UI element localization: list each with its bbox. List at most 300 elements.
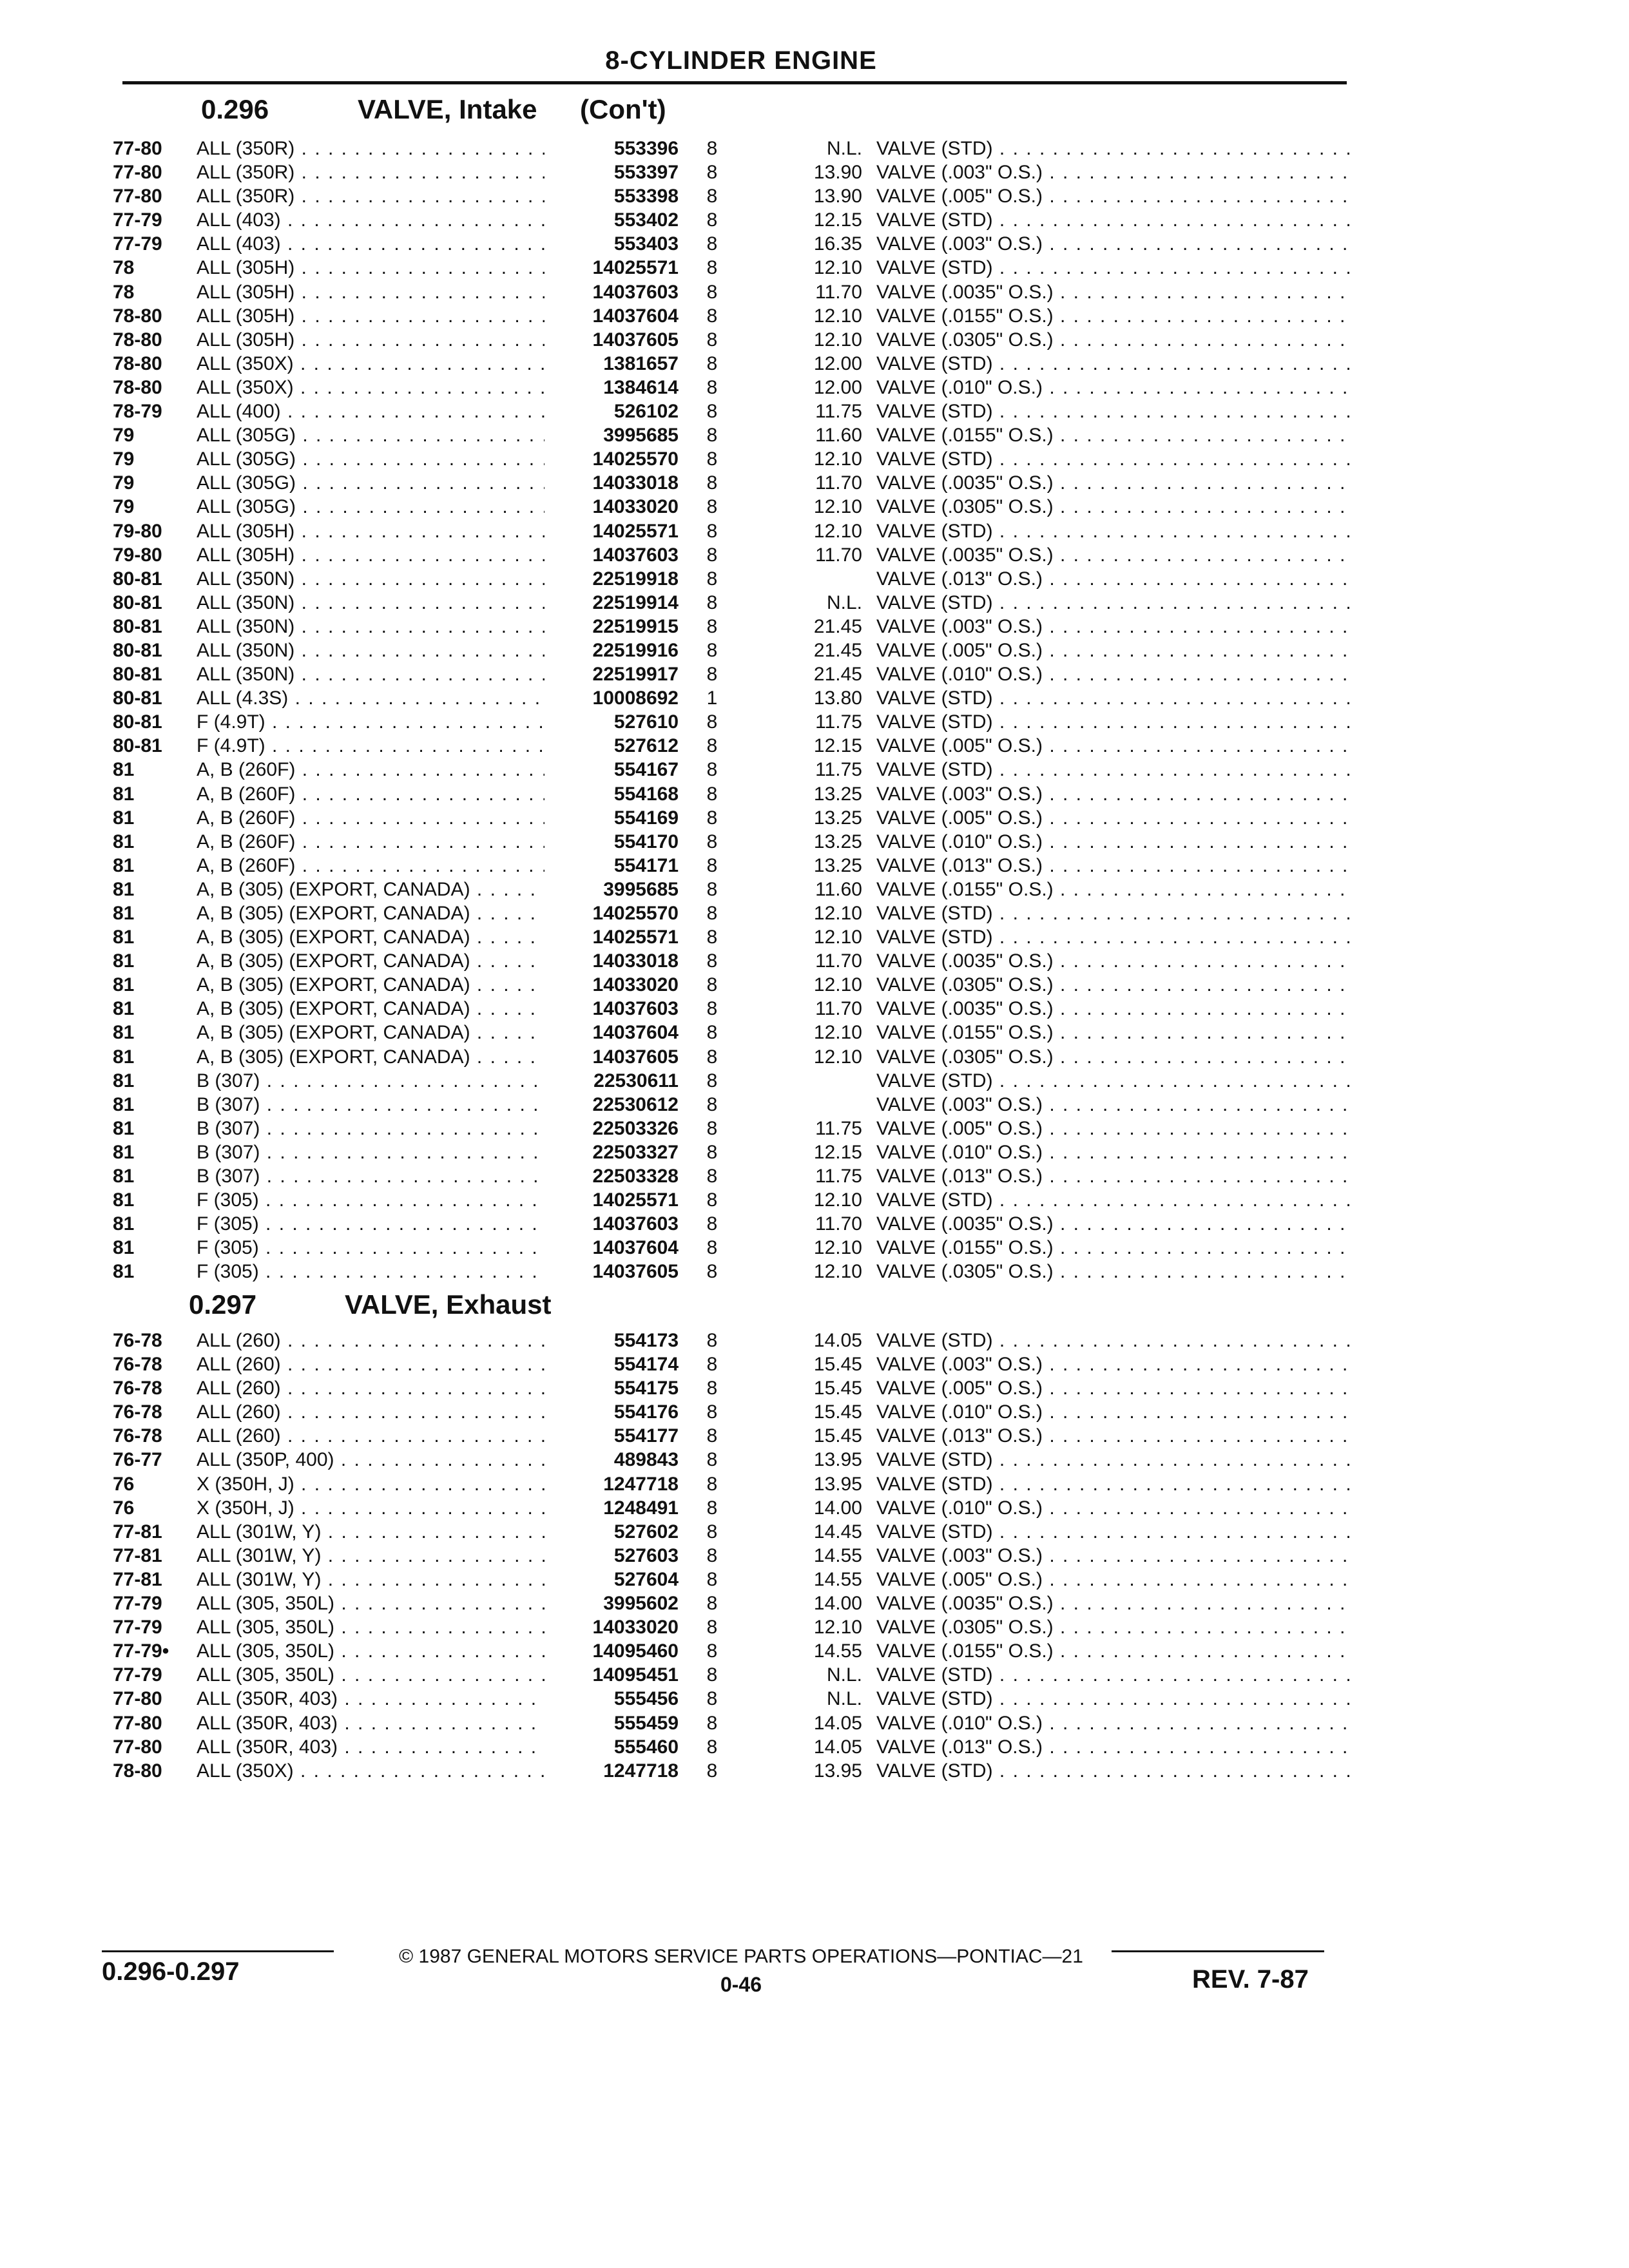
table-row xyxy=(0,1591,1629,1615)
year-cell: 81 xyxy=(113,974,135,996)
description-cell: ALL (305, 350L) . . . xyxy=(197,1591,545,1615)
quantity-cell: 8 xyxy=(706,1022,718,1044)
table-row xyxy=(0,1164,1629,1188)
part-name-cell: VALVE (.0155" O.S.) . . . xyxy=(876,1639,1353,1663)
table-row xyxy=(0,376,1629,399)
part-number-cell: 553402 xyxy=(609,208,679,232)
part-name-cell: VALVE (.0155" O.S.) . . . xyxy=(876,304,1353,328)
quantity-cell: 8 xyxy=(706,233,718,255)
quantity-cell: 8 xyxy=(706,257,718,279)
table-row xyxy=(0,806,1629,830)
description-cell: ALL (350N) . . . xyxy=(197,615,545,639)
price-cell: 15.45 xyxy=(813,1354,862,1376)
price-cell: 13.95 xyxy=(813,1449,862,1471)
price-cell: 11.70 xyxy=(815,998,862,1020)
exhaust-table xyxy=(0,1329,1629,1783)
part-name-cell: VALVE (.013" O.S.) . . . xyxy=(876,1164,1353,1188)
part-name-cell: VALVE (STD) . . . xyxy=(876,686,1353,710)
part-number-cell: 14025570 xyxy=(588,447,679,471)
intake-table xyxy=(0,137,1629,1284)
description-cell: A, B (260F) . . . xyxy=(197,782,545,806)
price-cell: 12.10 xyxy=(813,974,862,996)
price-cell: 11.60 xyxy=(815,878,862,900)
price-cell: N.L. xyxy=(826,1664,862,1686)
year-cell: 76-78 xyxy=(113,1401,162,1423)
year-cell: 79-80 xyxy=(113,544,162,566)
part-number-cell: 526102 xyxy=(609,399,679,423)
year-cell: 81 xyxy=(113,854,135,876)
quantity-cell: 8 xyxy=(706,1688,718,1710)
part-name-cell: VALVE (STD) . . . xyxy=(876,925,1353,949)
price-cell: 11.75 xyxy=(815,1166,862,1187)
part-number-cell: 22519918 xyxy=(588,567,679,591)
quantity-cell: 8 xyxy=(706,759,718,781)
part-number-cell: 555459 xyxy=(609,1711,679,1735)
part-number-cell: 3995685 xyxy=(598,878,679,901)
table-row xyxy=(0,1376,1629,1400)
year-cell: 78-80 xyxy=(113,376,162,398)
part-number-cell: 554173 xyxy=(609,1329,679,1352)
quantity-cell: 8 xyxy=(706,1093,718,1115)
quantity-cell: 8 xyxy=(706,998,718,1020)
footer-range: 0.296-0.297 xyxy=(102,1957,240,1986)
price-cell: 14.45 xyxy=(813,1521,862,1542)
description-cell: ALL (305H) . . . xyxy=(197,256,545,280)
quantity-cell: 8 xyxy=(706,209,718,231)
year-cell: 81 xyxy=(113,1022,135,1044)
description-cell: B (307) . . . xyxy=(197,1140,545,1164)
price-cell: 15.45 xyxy=(813,1401,862,1423)
part-name-cell: VALVE (.013" O.S.) . . . xyxy=(876,1424,1353,1448)
price-cell: 15.45 xyxy=(813,1378,862,1399)
description-cell: ALL (301W, Y) . . . xyxy=(197,1544,545,1568)
part-name-cell: VALVE (STD) . . . xyxy=(876,901,1353,925)
footer-revision: REV. 7-87 xyxy=(1192,1965,1309,1994)
quantity-cell: 8 xyxy=(706,831,718,852)
part-name-cell: VALVE (.005" O.S.) . . . xyxy=(876,806,1353,830)
quantity-cell: 8 xyxy=(706,807,718,829)
part-number-cell: 555456 xyxy=(609,1687,679,1711)
year-cell: 79-80 xyxy=(113,520,162,542)
part-name-cell: VALVE (.0035" O.S.) . . . xyxy=(876,1591,1353,1615)
year-cell: 81 xyxy=(113,1070,135,1091)
table-row xyxy=(0,328,1629,352)
year-cell: 81 xyxy=(113,1237,135,1259)
part-name-cell: VALVE (STD) . . . xyxy=(876,1448,1353,1472)
table-row xyxy=(0,1568,1629,1591)
quantity-cell: 8 xyxy=(706,162,718,184)
table-row xyxy=(0,1260,1629,1283)
part-number-cell: 1247718 xyxy=(598,1759,679,1783)
quantity-cell: 8 xyxy=(706,1401,718,1423)
year-cell: 78 xyxy=(113,281,135,303)
year-cell: 81 xyxy=(113,1213,135,1235)
quantity-cell: 8 xyxy=(706,186,718,207)
table-row xyxy=(0,137,1629,160)
part-name-cell: VALVE (STD) . . . xyxy=(876,1188,1353,1212)
part-name-cell: VALVE (.013" O.S.) . . . xyxy=(876,854,1353,878)
part-name-cell: VALVE (.0305" O.S.) . . . xyxy=(876,1615,1353,1639)
year-cell: 79 xyxy=(113,496,135,518)
table-row xyxy=(0,1520,1629,1544)
part-name-cell: VALVE (.0305" O.S.) . . . xyxy=(876,1045,1353,1069)
part-name-cell: VALVE (.003" O.S.) . . . xyxy=(876,615,1353,639)
part-name-cell: VALVE (STD) . . . xyxy=(876,447,1353,471)
part-number-cell: 553396 xyxy=(609,137,679,160)
part-number-cell: 554174 xyxy=(609,1352,679,1376)
description-cell: ALL (350N) . . . xyxy=(197,591,545,615)
description-cell: B (307) . . . xyxy=(197,1117,545,1140)
description-cell: ALL (350P, 400) . . . xyxy=(197,1448,545,1472)
part-number-cell: 10008692 xyxy=(588,686,679,710)
year-cell: 81 xyxy=(113,759,135,781)
description-cell: ALL (350R) . . . xyxy=(197,184,545,208)
table-row xyxy=(0,615,1629,639)
exhaust-code: 0.297 xyxy=(189,1289,257,1320)
table-row xyxy=(0,1711,1629,1735)
part-number-cell: 22519916 xyxy=(588,639,679,662)
description-cell: ALL (350N) . . . xyxy=(197,567,545,591)
description-cell: ALL (350R, 403) . . . xyxy=(197,1735,545,1759)
price-cell: 11.75 xyxy=(815,759,862,781)
part-number-cell: 3995602 xyxy=(598,1591,679,1615)
description-cell: ALL (350N) . . . xyxy=(197,662,545,686)
table-row xyxy=(0,1117,1629,1140)
price-cell: 21.45 xyxy=(813,639,862,661)
description-cell: F (4.9T) . . . xyxy=(197,710,545,734)
part-name-cell: VALVE (STD) . . . xyxy=(876,399,1353,423)
year-cell: 76-78 xyxy=(113,1354,162,1376)
description-cell: F (305) . . . xyxy=(197,1212,545,1236)
part-name-cell: VALVE (STD) . . . xyxy=(876,137,1353,160)
part-name-cell: VALVE (.0155" O.S.) . . . xyxy=(876,878,1353,901)
description-cell: B (307) . . . xyxy=(197,1093,545,1117)
part-number-cell: 14037603 xyxy=(588,997,679,1021)
quantity-cell: 8 xyxy=(706,1070,718,1091)
table-row xyxy=(0,1639,1629,1663)
part-name-cell: VALVE (.0305" O.S.) . . . xyxy=(876,495,1353,519)
year-cell: 77-81 xyxy=(113,1521,162,1542)
table-row xyxy=(0,662,1629,686)
quantity-cell: 8 xyxy=(706,854,718,876)
year-cell: 76-77 xyxy=(113,1449,162,1471)
part-number-cell: 553403 xyxy=(609,232,679,256)
intake-section-heading xyxy=(0,93,1629,126)
year-cell: 78 xyxy=(113,257,135,279)
quantity-cell: 8 xyxy=(706,376,718,398)
price-cell: 12.15 xyxy=(813,1141,862,1163)
table-row xyxy=(0,901,1629,925)
part-name-cell: VALVE (.010" O.S.) . . . xyxy=(876,1400,1353,1424)
year-cell: 80-81 xyxy=(113,568,162,590)
year-cell: 81 xyxy=(113,1093,135,1115)
year-cell: 79 xyxy=(113,425,135,447)
description-cell: ALL (305G) . . . xyxy=(197,495,545,519)
price-cell: 12.00 xyxy=(813,376,862,398)
year-cell: 76 xyxy=(113,1497,135,1519)
description-cell: ALL (301W, Y) . . . xyxy=(197,1520,545,1544)
part-name-cell: VALVE (STD) . . . xyxy=(876,1687,1353,1711)
year-cell: 81 xyxy=(113,807,135,829)
part-name-cell: VALVE (STD) . . . xyxy=(876,208,1353,232)
table-row xyxy=(0,447,1629,471)
part-number-cell: 22530612 xyxy=(588,1093,679,1117)
year-cell: 77-81 xyxy=(113,1568,162,1590)
part-name-cell: VALVE (STD) . . . xyxy=(876,1472,1353,1496)
description-cell: ALL (260) . . . xyxy=(197,1376,545,1400)
exhaust-name: VALVE, Exhaust xyxy=(345,1289,552,1320)
table-row xyxy=(0,1544,1629,1568)
quantity-cell: 8 xyxy=(706,1497,718,1519)
year-cell: 81 xyxy=(113,903,135,924)
quantity-cell: 8 xyxy=(706,425,718,447)
part-number-cell: 554168 xyxy=(609,782,679,806)
part-number-cell: 555460 xyxy=(609,1735,679,1759)
part-name-cell: VALVE (STD) . . . xyxy=(876,1069,1353,1093)
part-name-cell: VALVE (.0035" O.S.) . . . xyxy=(876,543,1353,567)
table-row xyxy=(0,591,1629,615)
price-cell: 12.10 xyxy=(813,305,862,327)
part-number-cell: 14033020 xyxy=(588,973,679,997)
part-name-cell: VALVE (.0305" O.S.) . . . xyxy=(876,1260,1353,1283)
part-name-cell: VALVE (.0305" O.S.) . . . xyxy=(876,328,1353,352)
year-cell: 81 xyxy=(113,1166,135,1187)
price-cell: 13.90 xyxy=(813,162,862,184)
table-row xyxy=(0,352,1629,376)
table-row xyxy=(0,1212,1629,1236)
price-cell: 12.10 xyxy=(813,1617,862,1639)
price-cell: 12.10 xyxy=(813,927,862,948)
part-name-cell: VALVE (.005" O.S.) . . . xyxy=(876,1568,1353,1591)
description-cell: A, B (305) (EXPORT, CANADA) . . . xyxy=(197,1045,545,1069)
quantity-cell: 8 xyxy=(706,1046,718,1068)
description-cell: ALL (305G) . . . xyxy=(197,471,545,495)
year-cell: 77-79 xyxy=(113,1593,162,1615)
part-number-cell: 22503328 xyxy=(588,1164,679,1188)
price-cell: 11.75 xyxy=(815,401,862,423)
price-cell: 14.05 xyxy=(813,1736,862,1758)
part-name-cell: VALVE (.010" O.S.) . . . xyxy=(876,830,1353,854)
description-cell: A, B (305) (EXPORT, CANADA) . . . xyxy=(197,973,545,997)
part-number-cell: 527603 xyxy=(609,1544,679,1568)
table-row xyxy=(0,1448,1629,1472)
description-cell: ALL (350N) . . . xyxy=(197,639,545,662)
description-cell: ALL (350R, 403) . . . xyxy=(197,1711,545,1735)
quantity-cell: 8 xyxy=(706,1425,718,1447)
price-cell: 14.55 xyxy=(813,1640,862,1662)
description-cell: ALL (305H) . . . xyxy=(197,304,545,328)
part-number-cell: 527604 xyxy=(609,1568,679,1591)
year-cell: 81 xyxy=(113,998,135,1020)
quantity-cell: 8 xyxy=(706,974,718,996)
part-number-cell: 3995685 xyxy=(598,423,679,447)
part-name-cell: VALVE (STD) . . . xyxy=(876,710,1353,734)
part-name-cell: VALVE (.0035" O.S.) . . . xyxy=(876,1212,1353,1236)
table-row xyxy=(0,471,1629,495)
description-cell: B (307) . . . xyxy=(197,1164,545,1188)
part-number-cell: 14037604 xyxy=(588,304,679,328)
price-cell: 12.10 xyxy=(813,1022,862,1044)
description-cell: ALL (260) . . . xyxy=(197,1352,545,1376)
table-row xyxy=(0,925,1629,949)
table-row xyxy=(0,543,1629,567)
quantity-cell: 8 xyxy=(706,783,718,805)
description-cell: ALL (305H) . . . xyxy=(197,543,545,567)
part-name-cell: VALVE (.005" O.S.) . . . xyxy=(876,184,1353,208)
description-cell: ALL (350X) . . . xyxy=(197,1759,545,1783)
part-name-cell: VALVE (.0035" O.S.) . . . xyxy=(876,280,1353,304)
description-cell: ALL (305H) . . . xyxy=(197,328,545,352)
description-cell: ALL (260) . . . xyxy=(197,1400,545,1424)
quantity-cell: 8 xyxy=(706,1593,718,1615)
year-cell: 81 xyxy=(113,950,135,972)
year-cell: 80-81 xyxy=(113,615,162,637)
description-cell: F (305) . . . xyxy=(197,1236,545,1260)
table-row xyxy=(0,1472,1629,1496)
year-cell: 80-81 xyxy=(113,639,162,661)
description-cell: A, B (260F) . . . xyxy=(197,758,545,782)
price-cell: 13.25 xyxy=(813,854,862,876)
part-number-cell: 14095451 xyxy=(588,1663,679,1687)
part-number-cell: 554171 xyxy=(609,854,679,878)
part-number-cell: 527612 xyxy=(609,734,679,758)
year-cell: 76 xyxy=(113,1473,135,1495)
description-cell: ALL (305G) . . . xyxy=(197,423,545,447)
price-cell: 14.05 xyxy=(813,1330,862,1351)
price-cell: 12.15 xyxy=(813,209,862,231)
quantity-cell: 1 xyxy=(706,687,718,709)
year-cell: 81 xyxy=(113,1117,135,1139)
year-cell: 81 xyxy=(113,1046,135,1068)
year-cell: 81 xyxy=(113,1189,135,1211)
part-name-cell: VALVE (STD) . . . xyxy=(876,758,1353,782)
part-number-cell: 14037605 xyxy=(588,328,679,352)
part-name-cell: VALVE (STD) . . . xyxy=(876,352,1353,376)
table-row xyxy=(0,1687,1629,1711)
description-cell: ALL (305H) . . . xyxy=(197,519,545,543)
part-number-cell: 14025571 xyxy=(588,519,679,543)
year-cell: 80-81 xyxy=(113,735,162,757)
year-cell: 81 xyxy=(113,927,135,948)
price-cell: 14.00 xyxy=(813,1593,862,1615)
year-cell: 79 xyxy=(113,472,135,494)
year-cell: 76-78 xyxy=(113,1425,162,1447)
part-name-cell: VALVE (.003" O.S.) . . . xyxy=(876,1352,1353,1376)
part-name-cell: VALVE (.0305" O.S.) . . . xyxy=(876,973,1353,997)
price-cell: N.L. xyxy=(826,138,862,159)
part-name-cell: VALVE (.003" O.S.) . . . xyxy=(876,232,1353,256)
table-row xyxy=(0,782,1629,806)
year-cell: 80-81 xyxy=(113,711,162,733)
price-cell: 11.70 xyxy=(815,544,862,566)
footer-page-number: 0-46 xyxy=(720,1973,762,1996)
price-cell: 13.25 xyxy=(813,783,862,805)
quantity-cell: 8 xyxy=(706,1736,718,1758)
part-number-cell: 554175 xyxy=(609,1376,679,1400)
table-row xyxy=(0,758,1629,782)
part-number-cell: 22503327 xyxy=(588,1140,679,1164)
part-number-cell: 14037603 xyxy=(588,280,679,304)
year-cell: 77-79 xyxy=(113,233,162,255)
year-cell: 80-81 xyxy=(113,687,162,709)
description-cell: A, B (305) (EXPORT, CANADA) . . . xyxy=(197,949,545,973)
part-number-cell: 1247718 xyxy=(598,1472,679,1496)
year-cell: 77-79• xyxy=(113,1640,169,1662)
table-row xyxy=(0,184,1629,208)
table-row xyxy=(0,1329,1629,1352)
quantity-cell: 8 xyxy=(706,1354,718,1376)
quantity-cell: 8 xyxy=(706,878,718,900)
table-row xyxy=(0,1236,1629,1260)
part-name-cell: VALVE (.005" O.S.) . . . xyxy=(876,734,1353,758)
price-cell: 12.10 xyxy=(813,903,862,924)
part-name-cell: VALVE (.003" O.S.) . . . xyxy=(876,1093,1353,1117)
quantity-cell: 8 xyxy=(706,496,718,518)
intake-code: 0.296 xyxy=(201,94,269,124)
table-row xyxy=(0,304,1629,328)
part-name-cell: VALVE (.0035" O.S.) . . . xyxy=(876,471,1353,495)
description-cell: ALL (350X) . . . xyxy=(197,352,545,376)
year-cell: 76-78 xyxy=(113,1330,162,1351)
part-name-cell: VALVE (STD) . . . xyxy=(876,1663,1353,1687)
part-name-cell: VALVE (STD) . . . xyxy=(876,1329,1353,1352)
description-cell: X (350H, J) . . . xyxy=(197,1496,545,1520)
part-number-cell: 554169 xyxy=(609,806,679,830)
table-row xyxy=(0,160,1629,184)
price-cell: 11.75 xyxy=(815,711,862,733)
description-cell: ALL (400) . . . xyxy=(197,399,545,423)
price-cell: 11.70 xyxy=(815,472,862,494)
table-row xyxy=(0,1496,1629,1520)
description-cell: ALL (350R) . . . xyxy=(197,137,545,160)
year-cell: 78-80 xyxy=(113,329,162,351)
table-row xyxy=(0,1093,1629,1117)
price-cell: 11.75 xyxy=(815,1117,862,1139)
description-cell: ALL (350R, 403) . . . xyxy=(197,1687,545,1711)
part-number-cell: 14037604 xyxy=(588,1236,679,1260)
quantity-cell: 8 xyxy=(706,1189,718,1211)
part-number-cell: 554177 xyxy=(609,1424,679,1448)
quantity-cell: 8 xyxy=(706,1449,718,1471)
quantity-cell: 8 xyxy=(706,1117,718,1139)
part-number-cell: 553397 xyxy=(609,160,679,184)
table-row xyxy=(0,734,1629,758)
year-cell: 77-79 xyxy=(113,209,162,231)
part-number-cell: 14037605 xyxy=(588,1260,679,1283)
table-row xyxy=(0,997,1629,1021)
quantity-cell: 8 xyxy=(706,544,718,566)
quantity-cell: 8 xyxy=(706,639,718,661)
page-title: 8-CYLINDER ENGINE xyxy=(605,46,877,75)
description-cell: ALL (403) . . . xyxy=(197,208,545,232)
description-cell: A, B (305) (EXPORT, CANADA) . . . xyxy=(197,901,545,925)
description-cell: A, B (260F) . . . xyxy=(197,806,545,830)
part-number-cell: 14025571 xyxy=(588,256,679,280)
price-cell: 11.70 xyxy=(815,1213,862,1235)
table-row xyxy=(0,973,1629,997)
part-number-cell: 1384614 xyxy=(598,376,679,399)
part-name-cell: VALVE (.0155" O.S.) . . . xyxy=(876,1236,1353,1260)
year-cell: 77-79 xyxy=(113,1617,162,1639)
table-row xyxy=(0,854,1629,878)
table-row xyxy=(0,567,1629,591)
description-cell: F (4.9T) . . . xyxy=(197,734,545,758)
price-cell: 12.00 xyxy=(813,352,862,374)
price-cell: 13.95 xyxy=(813,1473,862,1495)
quantity-cell: 8 xyxy=(706,591,718,613)
year-cell: 77-79 xyxy=(113,1664,162,1686)
description-cell: ALL (305, 350L) . . . xyxy=(197,1615,545,1639)
